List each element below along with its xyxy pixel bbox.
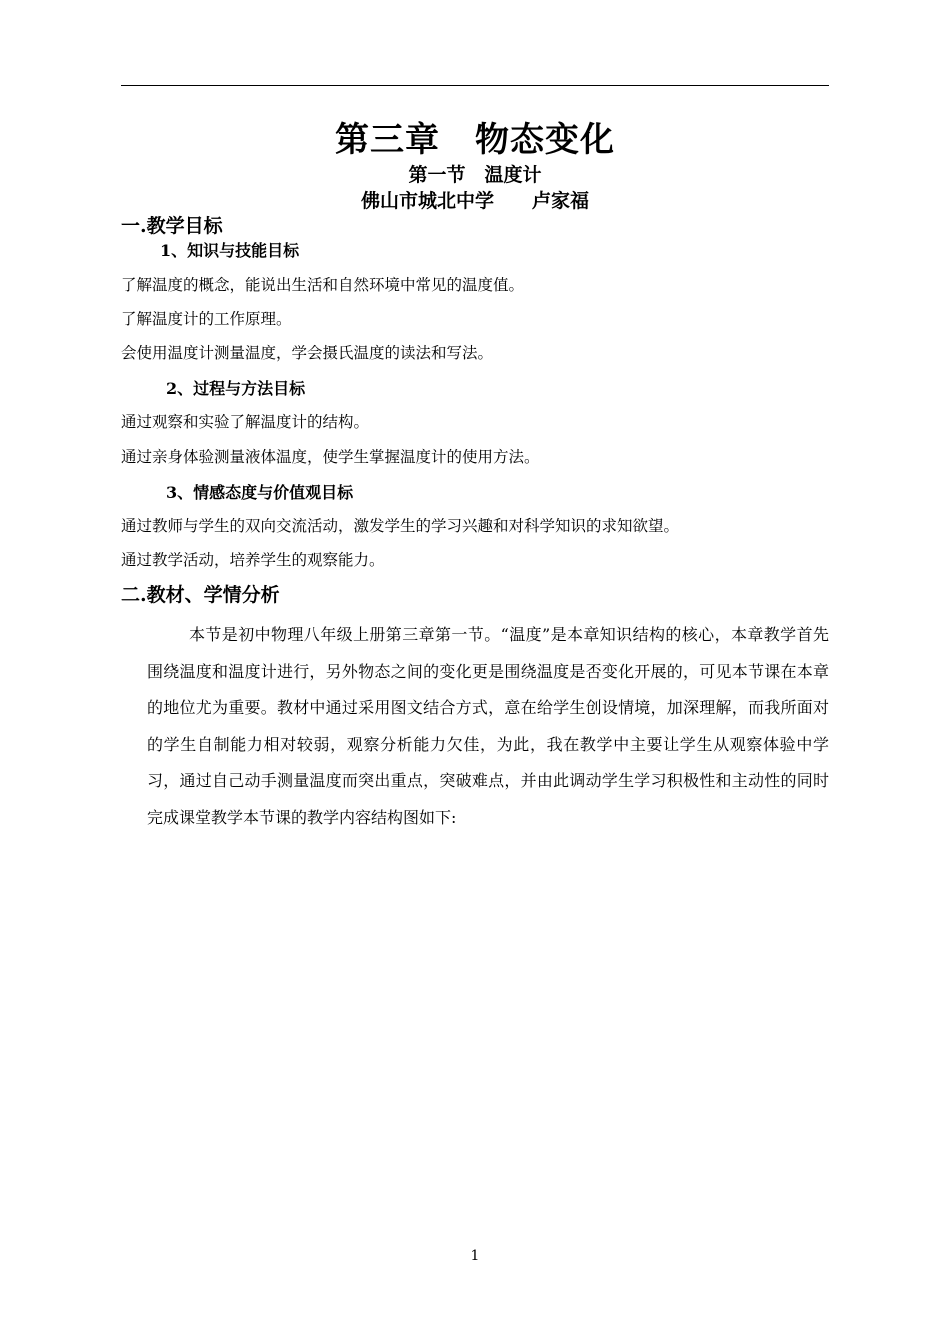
- section-title: 第一节 温度计: [408, 164, 542, 186]
- heading-teaching-goals: 一.教学目标: [121, 215, 223, 237]
- goal-line: 会使用温度计测量温度，学会摄氏温度的读法和写法。: [121, 344, 494, 362]
- goal-line: 通过观察和实验了解温度计的结构。: [121, 413, 370, 431]
- subheading-knowledge-goals: 1、知识与技能目标: [160, 241, 300, 260]
- author-line: 佛山市城北中学 卢家福: [360, 190, 589, 212]
- goal-line: 了解温度计的工作原理。: [121, 310, 292, 328]
- goal-line: 了解温度的概念，能说出生活和自然环境中常见的温度值。: [121, 276, 525, 294]
- goal-line: 通过教师与学生的双向交流活动，激发学生的学习兴趣和对科学知识的求知欲望。: [121, 517, 680, 535]
- analysis-paragraph: 本节是初中物理八年级上册第三章第一节。“温度”是本章知识结构的核心，本章教学首先围绕温度和温度计进行，另外物态之间的变化更是围绕温度是否变化开展的，可见本节课在本章的地位尤为重要。教材中通过采用图文结合方式，意在给学生创设情境，加深理解，而我所面对的学生自制能力相对较弱，观察分析能力欠佳，为此，我在教学中主要让学生从观察体验中学习，通过自己动手测量温度而突出重点，突破难点，并由此调动学生学习积极性和主动性的同时完成课堂教学本节课的教学内容结构图如下:: [147, 625, 829, 827]
- goal-line: 通过亲身体验测量液体温度，使学生掌握温度计的使用方法。: [121, 448, 540, 466]
- page-number: 1: [470, 1248, 480, 1264]
- chapter-title: 第三章 物态变化: [335, 120, 615, 160]
- subheading-process-goals: 2、过程与方法目标: [166, 379, 306, 398]
- goal-line: 通过教学活动，培养学生的观察能力。: [121, 551, 385, 569]
- subheading-attitude-goals: 3、情感态度与价值观目标: [166, 483, 354, 502]
- header-rule: [121, 85, 829, 86]
- heading-material-analysis: 二.教材、学情分析: [121, 584, 280, 606]
